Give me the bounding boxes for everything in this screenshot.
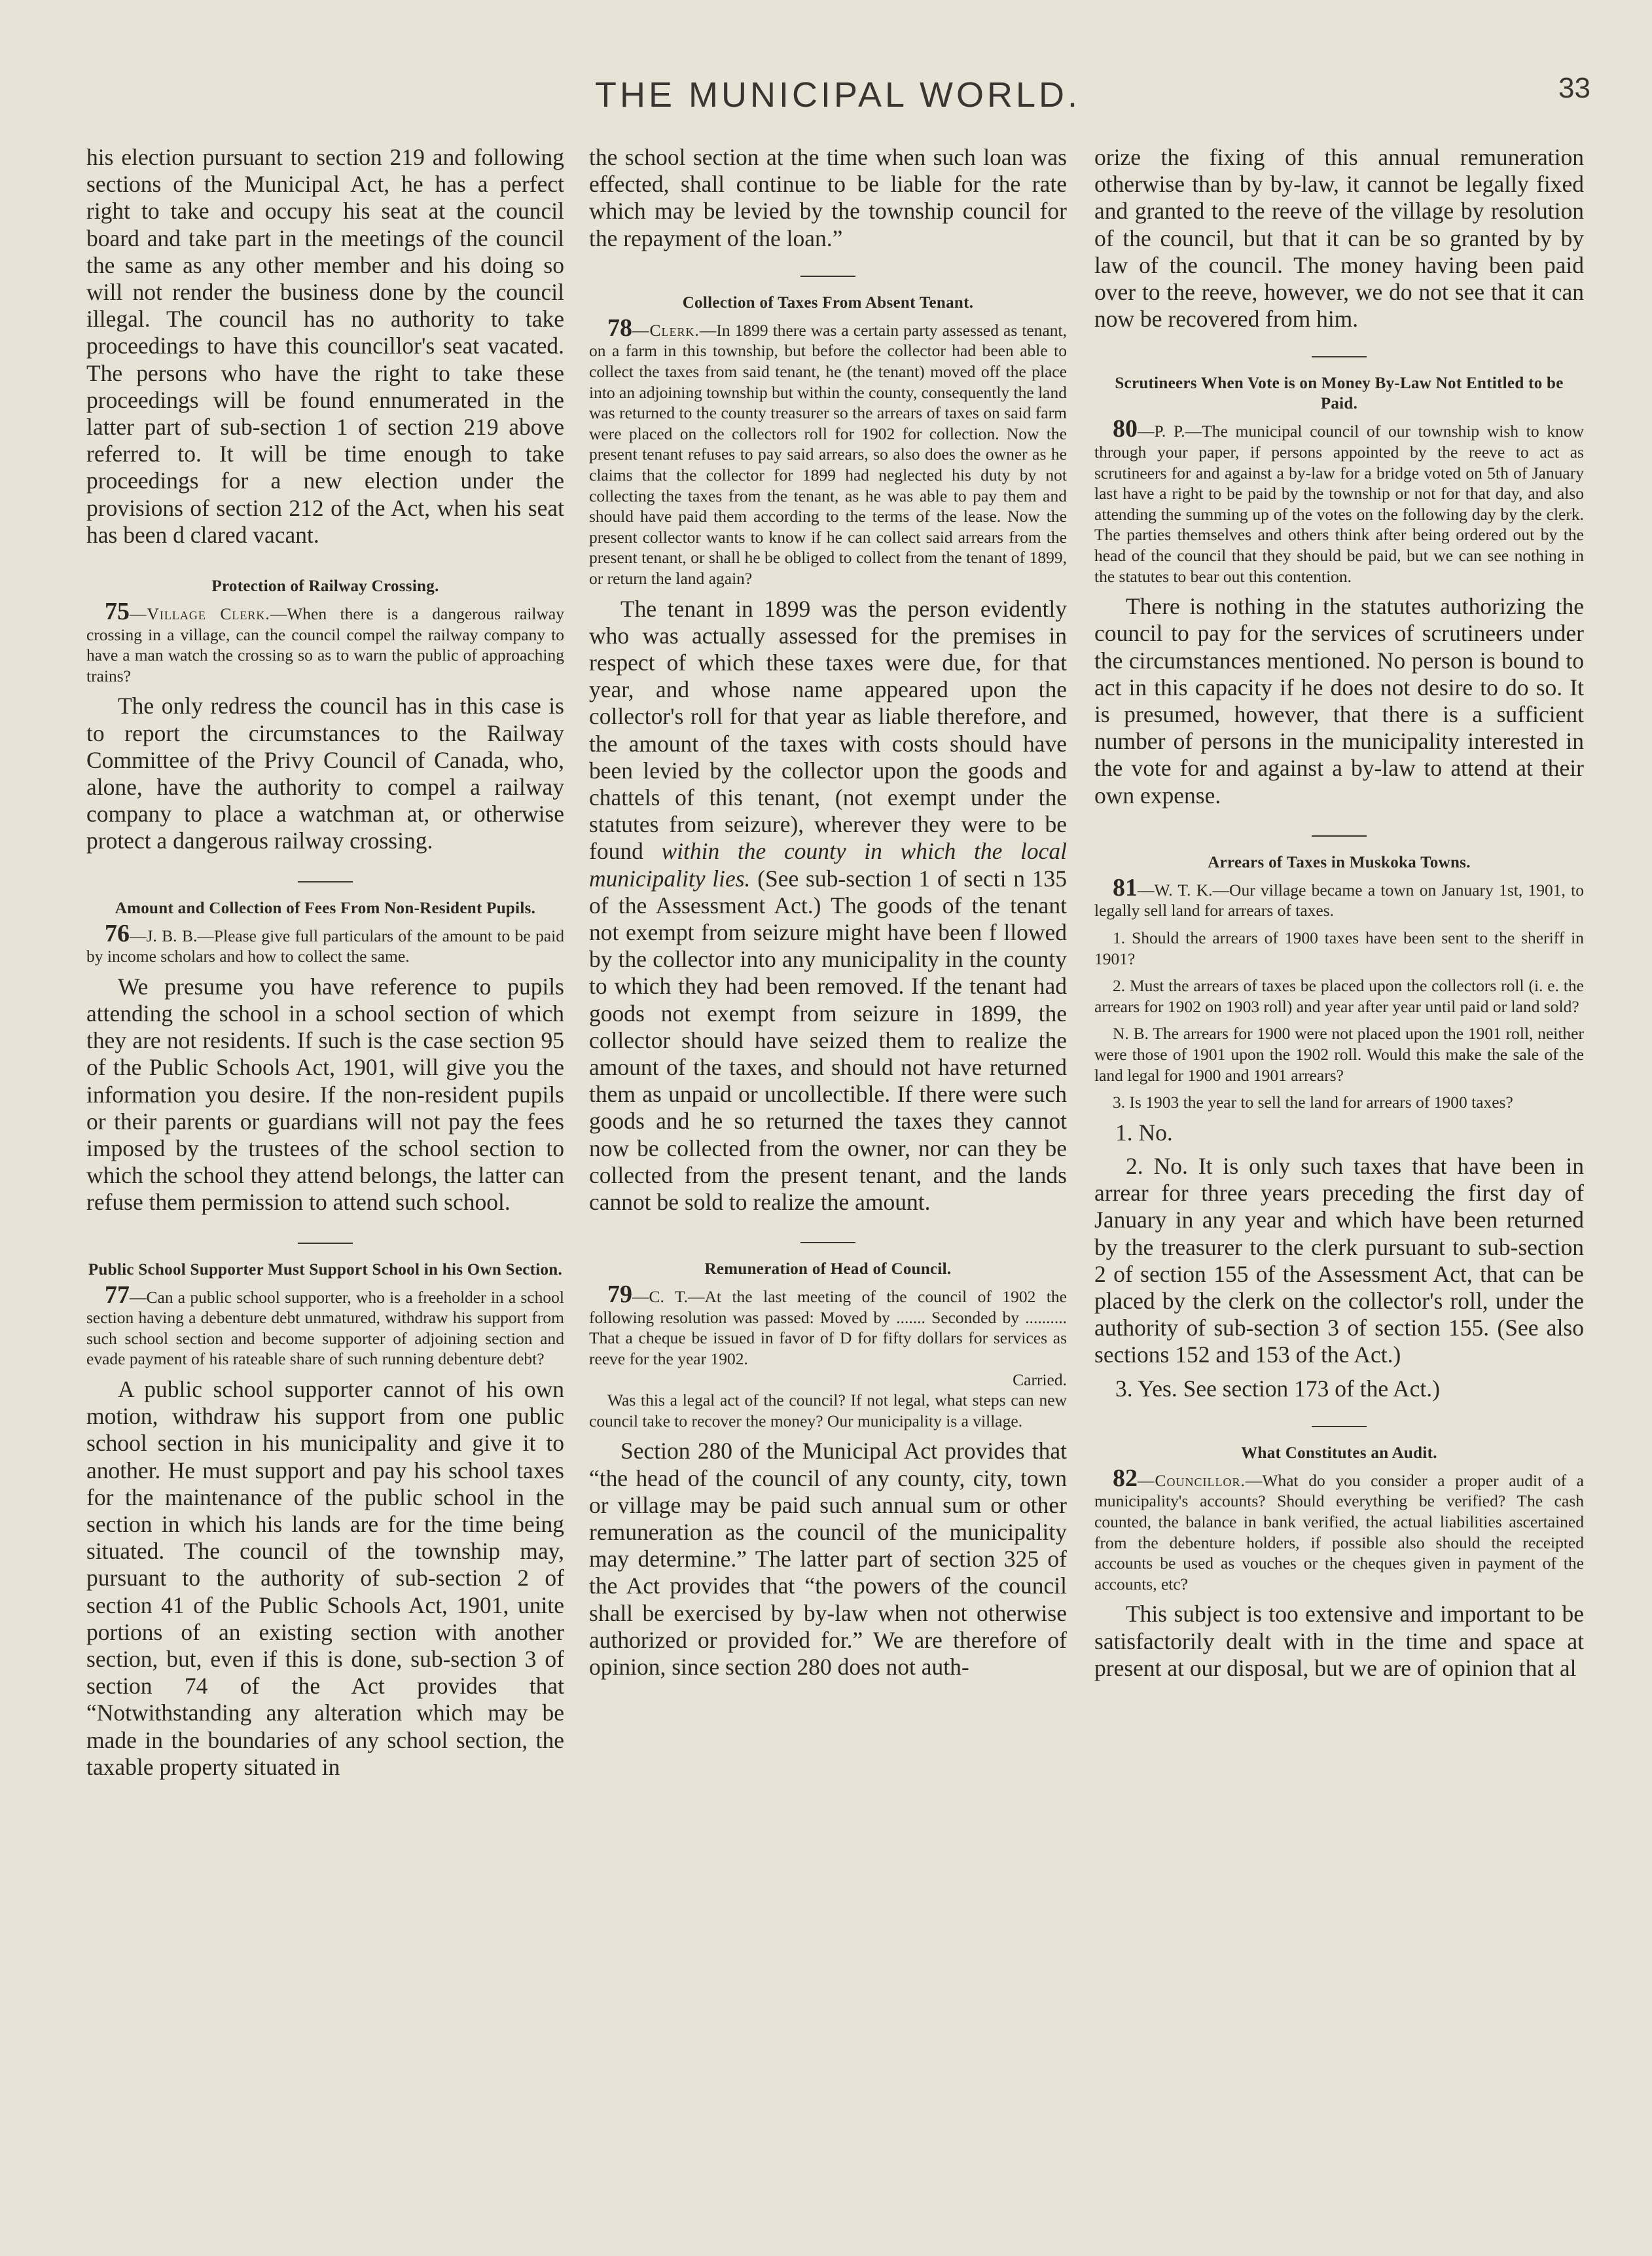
answer-76: We presume you have reference to pupils attending the school in a school section of which they are not residents. If such is the case section 95 of the Public Schools Act, 1901, will give you the information you desire. If the non-resident pupils or their parents or guardians will not pay the fees imposed by the trustees of the school section to which the school they attend belongs, the latter can refuse them permission to attend such school. (86, 973, 564, 1216)
column-2 (589, 144, 1067, 1681)
answer-75: The only redress the council has in this case is to report the circumstances to the Railway Committee of the Privy Council of Canada, who, alone, have the authority to compel a railway company to place a watchman at, or otherwise protect a dangerous railway crossing. (86, 693, 564, 854)
question-number: 81 (1113, 873, 1138, 901)
answer-81-part-3: 3. Yes. See section 173 of the Act.) (1115, 1375, 1440, 1402)
column-3 (1094, 144, 1584, 1682)
question-text: —C. T.—At the last meeting of the council of 1902 the following resolution was passed: Moved by ....... Seconded by .......... That a cheque be issued in favor of D for fifty dollars for services as reeve for the year 1902. (589, 1287, 1067, 1368)
question-text: —W. T. K.—Our village became a town on January 1st, 1901, to legally sell land for arrears of taxes. (1094, 880, 1584, 920)
section-heading-75: Protection of Railway Crossing. (211, 577, 439, 596)
questioner: —Village Clerk. (130, 604, 270, 624)
questioner: —Clerk. (632, 320, 700, 340)
answer-text: (See sub-section 1 of secti n 135 of the Assessment Act.) The goods of the tenant not exempt from seizure might have been f llowed by the collector into any municipality in the county to which they had been removed. If the tenant had goods not exempt from seizure in 1899, the collector should have seized them to realize the amount of the taxes, and should not have returned them as unpaid or uncollectible. If there were such goods and he so returned the taxes they cannot now be collected from the owner, nor can they be collected from the present tenant, and the lands cannot be sold to realize the amount. (589, 865, 1067, 1215)
answer-text: The tenant in 1899 was the person evidently who was actually assessed for the premises in respect of which these taxes were due, for that year, and whose name appeared upon the collector's roll for that year as liable therefore, and the amount of the taxes with costs should have been levied by the collector upon the goods and chattels of this tenant, (not exempt under the statutes from seizure), wherever they were to be found (589, 595, 1067, 865)
question-number: 76 (105, 919, 130, 947)
question-number: 82 (1113, 1464, 1138, 1492)
question-78 (589, 314, 1067, 589)
question-80 (1094, 415, 1584, 587)
question-number: 79 (607, 1281, 632, 1309)
question-text: —Can a public school supporter, who is a freeholder in a school section having a debenture debt unmatured, withdraw his support from such school section and become supporter of adjoining section and evade payment of his rateable share of such running debenture debt? (86, 1287, 564, 1369)
section-heading-82: What Constitutes an Audit. (1241, 1444, 1437, 1462)
question-number: 78 (607, 314, 632, 342)
answer-82: This subject is too extensive and important to be satisfactorily dealt with in the time and space at present at our disposal, but we are of opinion that al (1094, 1601, 1584, 1681)
question-text: —In 1899 there was a certain party assessed as tenant, on a farm in this township, but before the collector had been able to collect the taxes from said tenant, he (the tenant) moved off the place into an adjoining township but within the county, consequently the land was returned to the county treasurer so the arrears of taxes on said farm were placed on the collectors roll for 1902 for collection. Now the present tenant refuses to pay said arrears, so also does the owner as he claims that the collector for 1899 had neglected his duty by not collecting the taxes from the tenant, as he was able to pay them and should have paid them according to the terms of the lease. Now the present collector wants to know if he can collect said arrears from the present tenant, or shall he be obliged to collect from the tenant of 1899, or return the land again? (589, 320, 1067, 588)
carried-note: Carried. (1013, 1370, 1067, 1389)
section-heading-78: Collection of Taxes From Absent Tenant. (682, 293, 974, 312)
section-heading-77: Public School Supporter Must Support School in his Own Section. (88, 1260, 563, 1279)
section-heading-80: Scrutineers When Vote is on Money By-Law Not Entitled to be Paid. (1115, 374, 1564, 413)
answer-80: There is nothing in the statutes authorizing the council to pay for the services of scrutineers under the circumstances mentioned. No person is bound to act in this capacity if he does not desire to do so. It is presumed, however, that there is a sufficient number of persons in the municipality interested in the vote for and against a by-law to attend at their own expense. (1094, 593, 1584, 809)
question-81 (1094, 873, 1584, 921)
question-text: —When there is a dangerous railway crossing in a village, can the council compel the railway company to have a man watch the crossing so as to warn the public of approaching trains? (86, 604, 564, 685)
article-continuation: his election pursuant to section 219 and following sections of the Municipal Act, he has a perfect right to take and occupy his seat at the council board and take part in the meetings of the council the same as any other member and his doing so will not render the business done by the council illegal. The council has no authority to take proceedings to have this councillor's seat vacated. The persons who have the right to take these proceedings will be found ennumerated in the latter part of sub-section 1 of section 219 above referred to. It will be time enough to take proceedings for a new election under the provisions of section 212 of the Act, when his seat has been d clared vacant. (86, 144, 564, 548)
question-text: —What do you consider a proper audit of a municipality's accounts? Should everything be verified? The cash counted, the balance in bank verified, the actual liabilities ascertained from the debenture holders, if possible also should the receipted accounts be used as vouches or the cheques given in payment of the accounts, etc? (1094, 1470, 1584, 1593)
question-text: —J. B. B.—Please give full particulars of the amount to be paid by income scholars and how to collect the same. (86, 926, 564, 966)
question-81-part-1: 1. Should the arrears of 1900 taxes have been sent to the sheriff in 1901? (1094, 928, 1584, 968)
question-77 (86, 1281, 564, 1370)
question-text: —P. P.—The municipal council of our township wish to know through your paper, if persons appointed by the reeve to act as scrutineers for and against a by-law for a bridge voted on 5th of January last have a right to be paid by the township or not for that day, and also attending the summing up of the votes on the following day by the clerk. The parties themselves and others think after being ordered out by the head of the council that they should be paid, but we can see nothing in the statutes to bear out this contention. (1094, 422, 1584, 586)
question-79-followup: Was this a legal act of the council? If not legal, what steps can new council take to recover the money? Our municipality is a village. (589, 1391, 1067, 1430)
article-continuation: the school section at the time when such loan was effected, shall continue to be liable for the rate which may be levied by the township council for the repayment of the loan.” (589, 144, 1067, 251)
section-heading-79: Remuneration of Head of Council. (704, 1260, 952, 1279)
answer-81-part-1: 1. No. (1115, 1119, 1173, 1146)
question-number: 80 (1113, 415, 1138, 443)
section-heading-81: Arrears of Taxes in Muskoka Towns. (1208, 853, 1471, 871)
question-76 (86, 919, 564, 967)
section-heading-76: Amount and Collection of Fees From Non-Resident Pupils. (115, 899, 536, 917)
question-75 (86, 598, 564, 686)
article-continuation: orize the fixing of this annual remuneration otherwise than by by-law, it cannot be legally fixed and granted to the reeve of the village by resolution of the council, but that it can be so granted by by law of the council. The money having been paid over to the reeve, however, we do not see that it can now be recovered from him. (1094, 144, 1584, 333)
column-1 (86, 144, 564, 1781)
publication-title: THE MUNICIPAL WORLD. (594, 75, 1081, 115)
answer-81-part-2: 2. No. It is only such taxes that have been in arrear for three years preceding the first day of January in any year and which have been returned by the treasurer to the clerk pursuant to sub-section 2 of section 155 of the Assessment Act, that can be placed by the clerk on the collector's roll, under the authority of sub-section 3 of section 155. (See also sections 152 and 153 of the Act.) (1094, 1152, 1584, 1368)
question-81-part-3: 3. Is 1903 the year to sell the land for arrears of 1900 taxes? (1113, 1093, 1513, 1112)
question-79 (589, 1281, 1067, 1369)
answer-italic-text: within the county in which the local municipality lies. (589, 838, 1068, 892)
answer-78 (589, 596, 1067, 1216)
answer-77: A public school supporter cannot of his own motion, withdraw his support from one public school section in his municipality and give it to another. He must support and pay his school taxes for the maintenance of the public school in the section in which his lands are for the time being situated. The council of the township may, pursuant to the authority of sub-section 2 of section 41 of the Public Schools Act, 1901, unite portions of an existing section with another section, but, even if this is done, sub-section 3 of section 74 of the Act provides that “Notwithstanding any alteration which may be made in the boundaries of any school section, the taxable property situated in (86, 1376, 564, 1780)
question-number: 75 (105, 598, 130, 626)
question-81-note: N. B. The arrears for 1900 were not placed upon the 1901 roll, neither were those of 1901 upon the 1902 roll. Would this make the sale of the land legal for 1900 and 1901 arrears? (1094, 1024, 1584, 1085)
question-number: 77 (105, 1281, 130, 1309)
page-number: 33 (1558, 72, 1590, 104)
question-81-part-2: 2. Must the arrears of taxes be placed upon the collectors roll (i. e. the arrears for 1902 on 1903 roll) and year after year until paid or land sold? (1094, 976, 1584, 1016)
page-header (85, 67, 1590, 126)
answer-79: Section 280 of the Municipal Act provides that “the head of the council of any county, city, town or village may be paid such annual sum or other remuneration as the council of the municipality may determine.” The latter part of section 325 of the Act provides that “the powers of the council shall be exercised by by-law when not otherwise authorized or provided for.” We are therefore of opinion, since section 280 does not auth- (589, 1438, 1067, 1680)
questioner: —Councillor. (1138, 1470, 1246, 1490)
question-82 (1094, 1464, 1584, 1595)
